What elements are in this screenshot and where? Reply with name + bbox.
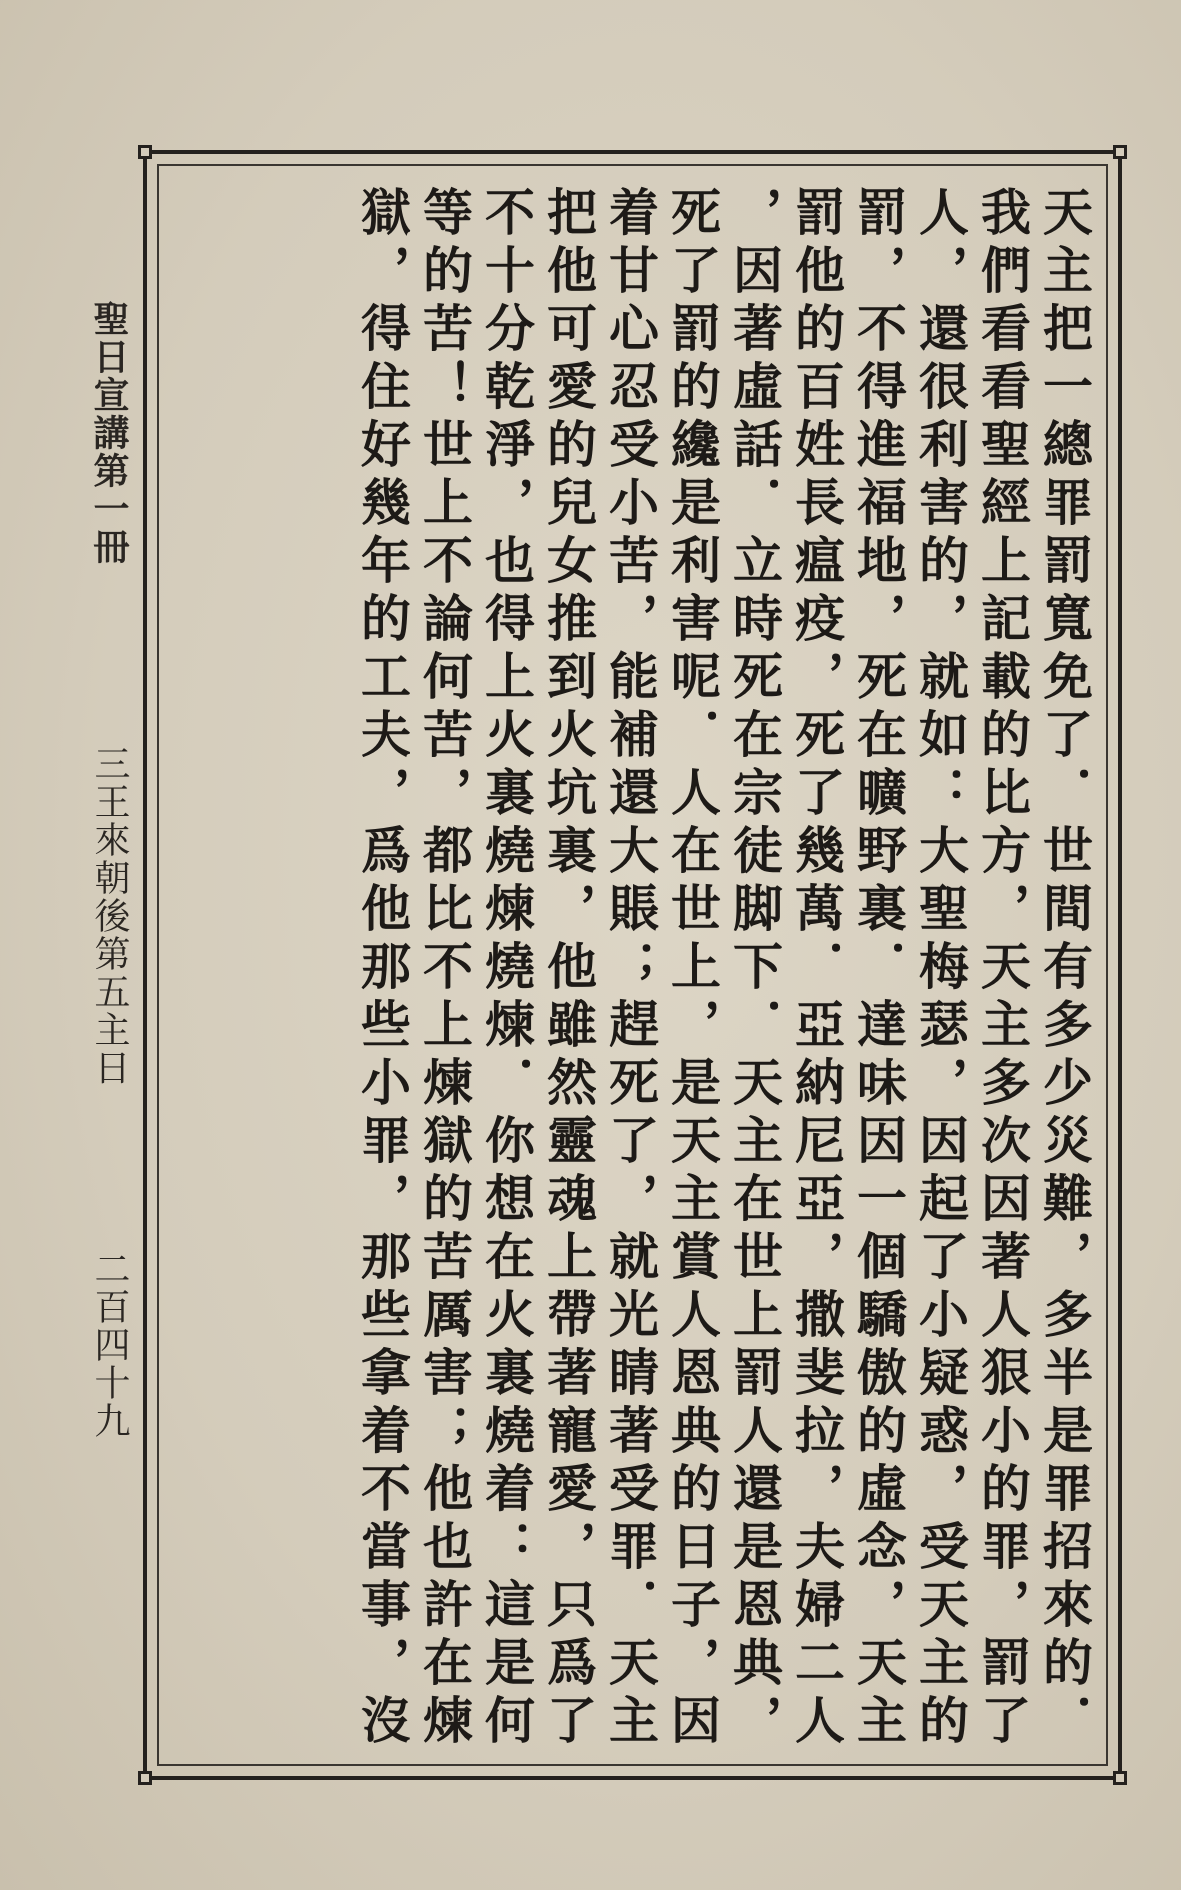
frame-corner-ornament: [1113, 1771, 1127, 1785]
text-column: 把他可愛的兒女推到火坑裏，他雖然靈魂上帶著寵愛，只爲了: [539, 186, 598, 1752]
text-column: 死了罰的纔是利害呢．人在世上，是天主賞人恩典的日子，因: [663, 186, 722, 1752]
frame-corner-ornament: [138, 145, 152, 159]
text-column: 天主把一總罪罰寬免了．世間有多少災難，多半是罪招來的．: [1035, 186, 1094, 1752]
text-column: ，因著虛話．立時死在宗徒脚下．天主在世上罰人還是恩典，: [725, 186, 784, 1752]
text-column: 不十分乾淨，也得上火裏燒煉燒煉．你想在火裏燒着：這是何: [477, 186, 536, 1752]
body-text: [170, 186, 1095, 1766]
page-number: 二百四十九: [89, 1250, 130, 1440]
text-column: 我們看看聖經上記載的比方，天主多次因著人狠小的罪，罰了: [973, 186, 1032, 1752]
sunday-title: 三王來朝後第五主日: [89, 745, 130, 1087]
text-column: 人，還很利害的，就如：大聖梅瑟，因起了小疑惑，受天主的: [911, 186, 970, 1752]
text-column: 獄，得住好幾年的工夫，爲他那些小罪，那些拿着不當事，沒: [353, 186, 412, 1752]
text-column: 罰他的百姓長瘟疫，死了幾萬．亞納尼亞，撒斐拉，夫婦二人: [787, 186, 846, 1752]
text-column: 等的苦！世上不論何苦，都比不上煉獄的苦厲害；他也許在煉: [415, 186, 474, 1752]
book-title: 聖日宣講第一冊: [88, 300, 130, 566]
frame-corner-ornament: [138, 1771, 152, 1785]
frame-corner-ornament: [1113, 145, 1127, 159]
text-column: 着甘心忍受小苦，能補還大賬；趕死了，就光睛著受罪．天主: [601, 186, 660, 1752]
text-column: 罰，不得進福地，死在曠野裏．達味因一個驕傲的虛念，天主: [849, 186, 908, 1752]
